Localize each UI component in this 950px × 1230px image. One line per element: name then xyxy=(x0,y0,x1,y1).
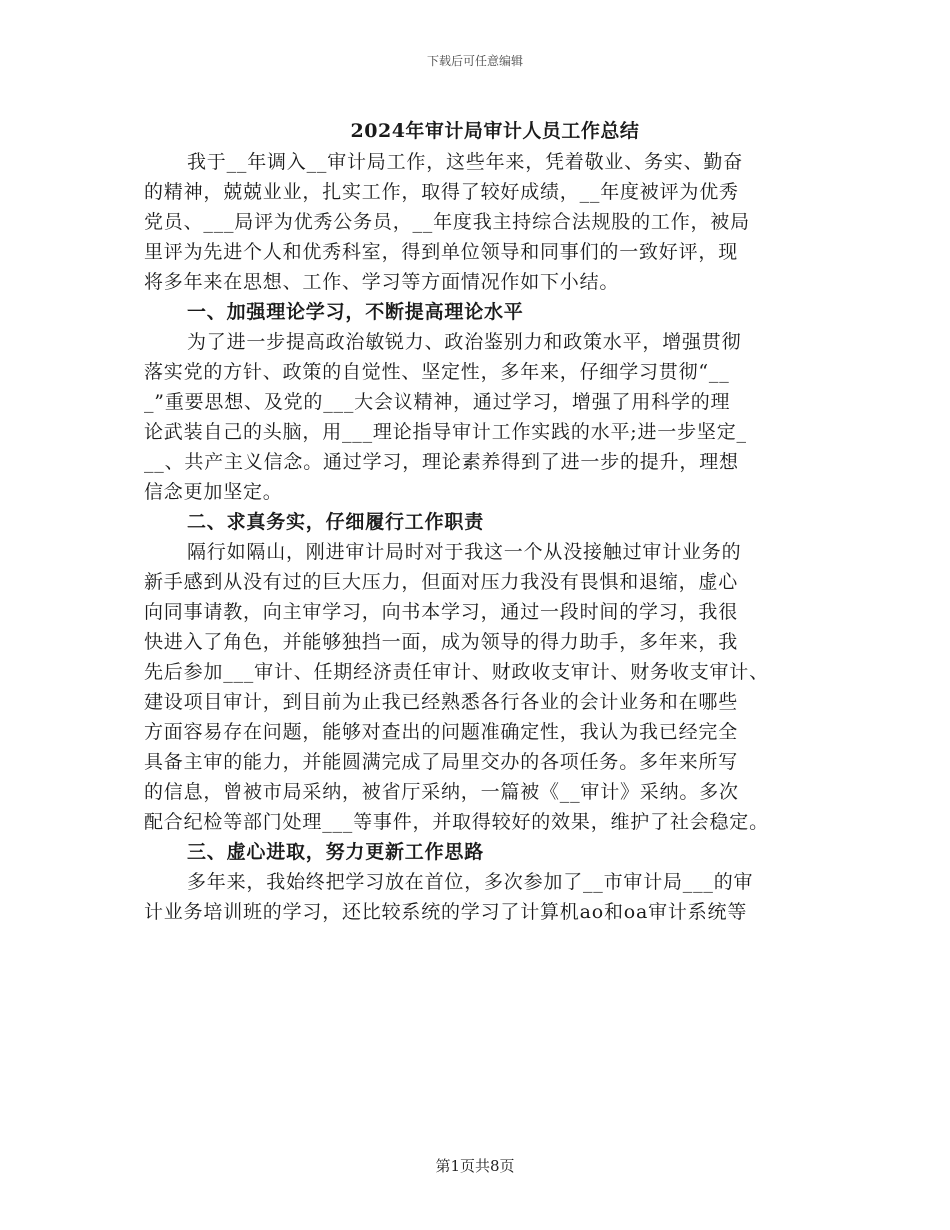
page-number: 第1页共8页 xyxy=(435,1157,515,1175)
text-line: 论武装自己的头脑，用___理论指导审计工作实践的水平;进一步坚定_ xyxy=(144,421,747,443)
text-line: 落实党的方针、政策的自觉性、坚定性，多年来，仔细学习贯彻“__ xyxy=(144,361,730,383)
text-line: 方面容易存在问题，能够对查出的问题准确定性，我认为我已经完全 xyxy=(144,721,739,743)
text-line: 计业务培训班的学习，还比较系统的学习了计算机ao和oa审计系统等 xyxy=(144,901,748,923)
text-line: 多年来，我始终把学习放在首位，多次参加了__市审计局___的审 xyxy=(187,871,754,893)
section-heading: 一、加强理论学习，不断提高理论水平 xyxy=(187,301,524,323)
text-line: __、共产主义信念。通过学习，理论素养得到了进一步的提升，理想 xyxy=(144,451,739,473)
text-line: 具备主审的能力，并能圆满完成了局里交办的各项任务。多年来所写 xyxy=(144,751,739,773)
text-line: 向同事请教，向主审学习，向书本学习，通过一段时间的学习，我很 xyxy=(144,601,739,623)
document-body xyxy=(144,147,824,927)
text-line: 将多年来在思想、工作、学习等方面情况作如下小结。 xyxy=(144,271,620,293)
text-line: 快进入了角色，并能够独挡一面，成为领导的得力助手，多年来，我 xyxy=(144,631,739,653)
text-line: 党员、___局评为优秀公务员，__年度我主持综合法规股的工作，被局 xyxy=(144,211,750,233)
document-title: 2024年审计局审计人员工作总结 xyxy=(350,120,640,142)
text-line: 建设项目审计，到目前为止我已经熟悉各行各业的会计业务和在哪些 xyxy=(144,691,739,713)
text-line: 配合纪检等部门处理___等事件，并取得较好的效果，维护了社会稳定。 xyxy=(144,811,769,833)
text-line: 里评为先进个人和优秀科室，得到单位领导和同事们的一致好评，现 xyxy=(144,241,739,263)
text-line: 新手感到从没有过的巨大压力，但面对压力我没有畏惧和退缩，虚心 xyxy=(144,571,739,593)
section-heading: 二、求真务实，仔细履行工作职责 xyxy=(187,511,485,533)
text-line: _”重要思想、及党的___大会议精神，通过学习，增强了用科学的理 xyxy=(144,391,731,413)
text-line: 我于__年调入__审计局工作，这些年来，凭着敬业、务实、勤奋 xyxy=(187,151,744,173)
text-line: 隔行如隔山，刚进审计局时对于我这一个从没接触过审计业务的 xyxy=(187,541,742,563)
header-note: 下载后可任意编辑 xyxy=(426,54,523,68)
text-line: 为了进一步提高政治敏锐力、政治鉴别力和政策水平，增强贯彻 xyxy=(187,331,742,353)
text-line: 先后参加___审计、任期经济责任审计、财政收支审计、财务收支审计、 xyxy=(144,661,769,683)
text-line: 的精神，兢兢业业，扎实工作，取得了较好成绩，__年度被评为优秀 xyxy=(144,181,739,203)
text-line: 的信息，曾被市局采纳，被省厅采纳，一篇被《__审计》采纳。多次 xyxy=(144,781,739,803)
section-heading: 三、虚心进取，努力更新工作思路 xyxy=(187,841,485,863)
text-line: 信念更加坚定。 xyxy=(144,481,283,503)
